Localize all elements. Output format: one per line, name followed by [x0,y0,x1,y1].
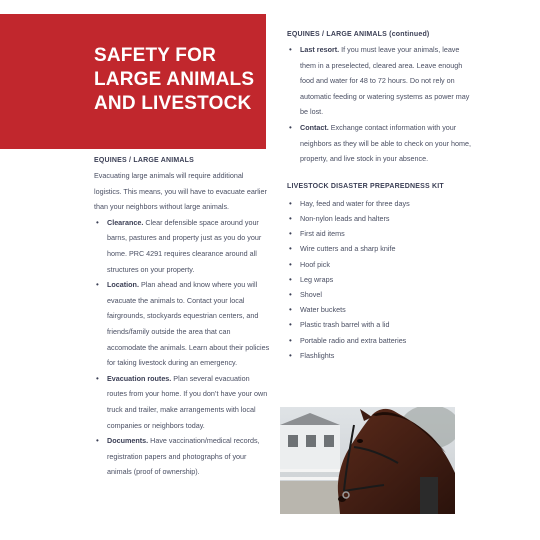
item-title: Contact. [300,122,329,132]
item-text: Clear defensible space around your barns, pastures and property just as you do your home. PRC 4291 requires clearance around all structures on your property. [107,217,262,274]
section-heading: EQUINES / LARGE ANIMALS [94,157,195,164]
kit-item-text: Leg wraps [300,274,334,284]
bullet-icon: • [289,274,292,284]
item-text: Exchange contact information with your neighbors as they will be able to check on your home, property, and live stock in your absence. [300,122,472,164]
list-item [287,120,472,167]
item-text: Plan ahead and know where you will evacuate the animals to. Contact your local fairgrounds, stockyards equestrian centers, and friends/family outside the area that can accomodate the animals. Learn about their policies for taking livestock during an emergency. [107,280,270,368]
title-line: SAFETY FOR [94,45,216,66]
kit-item-text: Flashlights [300,350,335,360]
section-heading: EQUINES / LARGE ANIMALS (continued) [287,31,430,38]
kit-item [287,287,472,302]
kit-item [287,333,472,348]
bullet-icon: • [289,45,292,54]
kit-item [287,272,472,287]
kit-item-text: Wire cutters and a sharp knife [300,244,396,254]
kit-list [287,196,472,363]
horse-photo-icon [280,407,455,514]
kit-item-text: Portable radio and extra batteries [300,335,407,345]
kit-item-text: First aid items [300,229,345,239]
kit-item-text: Shovel [300,289,322,299]
kit-item [287,317,472,332]
bullet-icon: • [289,213,292,223]
item-title: Evacuation routes. [107,373,172,383]
item-title: Clearance. [107,217,144,227]
kit-item-text: Plastic trash barrel with a lid [300,320,390,330]
item-text: If you must leave your animals, leave them in a preselected, cleared area. Leave enough food and water for 48 to 72 hours. Do not rely on automatic feeding or watering systems as power may be lost. [300,45,470,117]
bullet-icon: • [289,305,292,315]
kit-item [287,257,472,272]
bullet-icon: • [96,217,99,227]
page-title [94,44,266,116]
kit-item-text: Water buckets [300,305,346,315]
list-item [94,215,270,277]
kit-item [287,302,472,317]
kit-heading: LIVESTOCK DISASTER PREPAREDNESS KIT [287,182,444,190]
bullet-icon: • [96,436,99,446]
bullet-icon: • [96,280,99,290]
item-title: Last resort. [300,45,340,54]
list-item [94,371,270,433]
kit-item-text: Hay, feed and water for three days [300,198,410,208]
horse-photo [280,407,455,514]
bullet-icon: • [289,350,292,360]
item-title: Documents. [107,436,149,446]
title-banner [0,14,266,149]
bullet-icon: • [96,373,99,383]
title-line: LARGE ANIMALS [94,69,255,90]
bullet-icon: • [289,259,292,269]
kit-item [287,226,472,241]
kit-item [287,196,472,211]
bullet-icon: • [289,229,292,239]
list-item [287,42,472,120]
item-title: Location. [107,280,139,290]
right-column [287,28,472,363]
list-item [94,433,270,480]
item-text: Have vaccination/medical records, registration papers and photographs of your animals (proof of ownership). [107,436,260,477]
bullet-icon: • [289,289,292,299]
intro-paragraph: Evacuating large animals will require additional logistics. This means, you will have to evacuate earlier than your neighbors without large animals. [94,171,267,212]
kit-item-text: Hoof pick [300,259,330,269]
bullet-icon: • [289,244,292,254]
bullet-icon: • [289,122,292,132]
kit-item-text: Non-nylon leads and halters [300,213,390,223]
item-text: Plan several evacuation routes from your home. If you don’t have your own truck and trailer, make arrangements with local companies or neighbors today. [107,373,268,430]
list-item [94,277,270,371]
left-column [94,154,270,480]
bullet-icon: • [289,335,292,345]
bullet-icon: • [289,198,292,208]
title-line: AND LIVESTOCK [94,93,252,114]
bullet-list [94,215,270,480]
kit-item [287,241,472,256]
kit-item [287,348,472,363]
kit-item [287,211,472,226]
bullet-list [287,42,472,167]
bullet-icon: • [289,320,292,330]
